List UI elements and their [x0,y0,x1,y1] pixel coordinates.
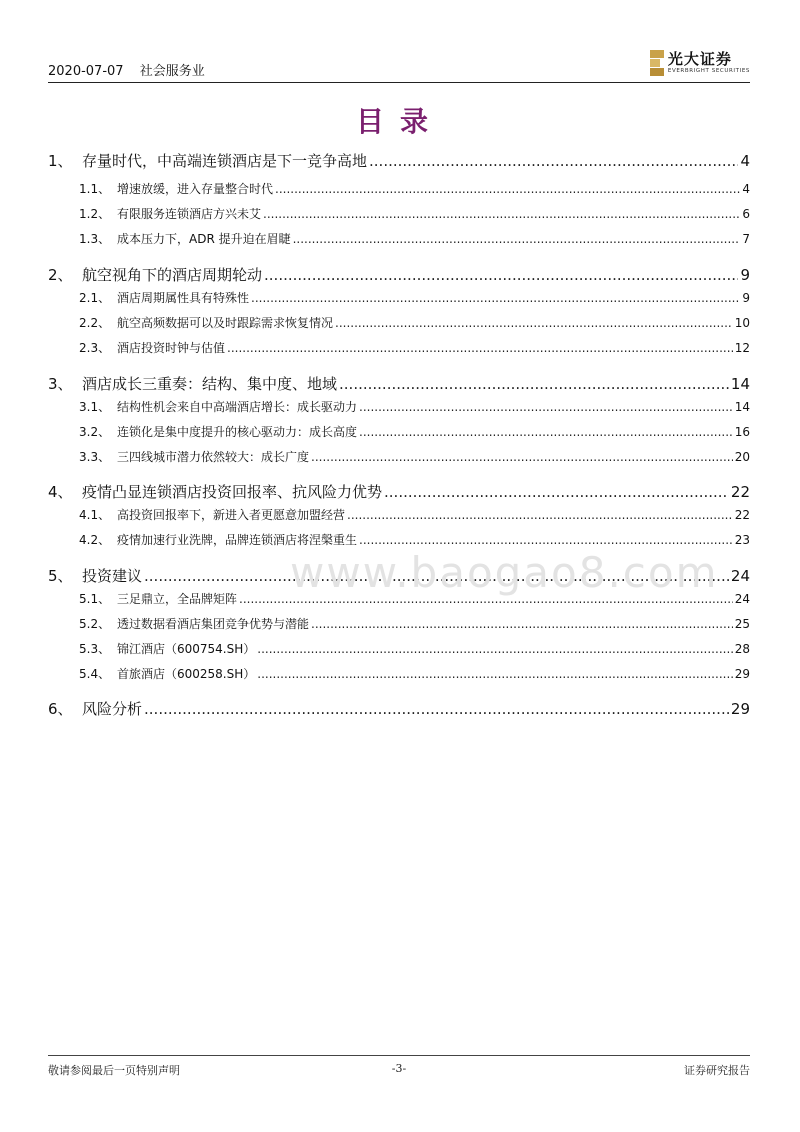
toc-entry[interactable] [48,531,750,548]
toc-entry-page: 9 [740,266,750,284]
toc-entry-page: 22 [734,508,750,522]
toc-entry-page: 29 [730,700,750,718]
header-meta [48,60,205,79]
toc-entry-page: 6 [742,207,750,221]
industry-label: 社会服务业 [139,64,205,79]
toc-dot-leader [257,642,732,656]
toc-dot-leader [384,483,729,501]
footer-report-type: 证券研究报告 [684,1064,750,1077]
toc-entry-title: 三四线城市潜力依然较大：成长广度 [117,450,310,464]
logo-chinese-name: 光大证券 [667,49,732,68]
report-date: 2020-07-07 [48,64,124,79]
toc-entry[interactable] [48,264,750,285]
toc-entry-title: 酒店周期属性具有特殊性 [117,291,250,305]
toc-entry-number: 4、 [48,483,73,501]
toc-entry-title: 酒店成长三重奏：结构、集中度、地域 [82,375,338,393]
toc-entry-number: 1.2、 [79,207,111,221]
toc-entry-page: 22 [730,483,750,501]
toc-entry-number: 5.3、 [79,642,111,656]
toc-dot-leader [239,592,733,606]
toc-entry-title: 航空视角下的酒店周期轮动 [82,266,263,284]
toc-entry-number: 4.1、 [79,508,111,522]
toc-entry-title: 透过数据看酒店集团竞争优势与潜能 [117,617,310,631]
company-logo [650,48,750,78]
toc-entry-number: 5.4、 [79,667,111,681]
toc-entry-page: 16 [734,425,750,439]
toc-entry-title: 连锁化是集中度提升的核心驱动力：成长高度 [117,425,358,439]
footer-page-number: -3- [391,1062,407,1075]
toc-entry-title: 有限服务连锁酒店方兴未艾 [117,207,262,221]
toc-entry[interactable] [48,150,750,171]
page-header [48,49,750,83]
toc-dot-leader [227,341,733,355]
toc-dot-leader [311,617,733,631]
toc-dot-leader [263,207,740,221]
toc-dot-leader [251,291,740,305]
toc-dot-leader [293,232,741,246]
logo-mark-icon [650,50,664,76]
toc-entry[interactable] [48,289,750,306]
toc-entry-page: 4 [740,152,750,170]
toc-dot-leader [359,400,733,414]
toc-entry-number: 5.2、 [79,617,111,631]
toc-entry-page: 10 [734,316,750,330]
toc-entry[interactable] [48,640,750,657]
logo-english-name: EVERBRIGHT SECURITIES [667,67,750,74]
toc-entry-title: 风险分析 [82,700,143,718]
toc-dot-leader [264,266,738,284]
toc-entry-title: 锦江酒店（600754.SH） [117,642,256,656]
toc-entry[interactable] [48,339,750,356]
toc-entry-page: 25 [734,617,750,631]
toc-entry-page: 24 [734,592,750,606]
toc-entry[interactable] [48,615,750,632]
toc-entry-page: 12 [734,341,750,355]
toc-dot-leader [339,375,729,393]
toc-entry-title: 疫情凸显连锁酒店投资回报率、抗风险力优势 [82,483,383,501]
footer-disclaimer: 敬请参阅最后一页特别声明 [48,1064,180,1077]
toc-entry-page: 28 [734,642,750,656]
toc-entry[interactable] [48,373,750,394]
toc-entry-page: 14 [730,375,750,393]
toc-entry[interactable] [48,698,750,719]
toc-entry[interactable] [48,423,750,440]
toc-entry-number: 3、 [48,375,73,393]
toc-dot-leader [347,508,733,522]
toc-entry[interactable] [48,665,750,682]
toc-entry-page: 29 [734,667,750,681]
toc-entry-number: 4.2、 [79,533,111,547]
toc-entry[interactable] [48,565,750,586]
watermark: www.baogao8.com [290,548,719,597]
toc-dot-leader [311,450,733,464]
toc-entry-number: 1.1、 [79,182,111,196]
toc-entry-title: 投资建议 [82,567,143,585]
toc-entry-page: 23 [734,533,750,547]
toc-entry-title: 结构性机会来自中高端酒店增长：成长驱动力 [117,400,358,414]
toc-dot-leader [257,667,732,681]
toc-entry-title: 酒店投资时钟与估值 [117,341,226,355]
toc-entry[interactable] [48,180,750,197]
toc-entry-number: 2.1、 [79,291,111,305]
toc-entry[interactable] [48,448,750,465]
toc-entry-title: 疫情加速行业洗牌，品牌连锁酒店将涅槃重生 [117,533,358,547]
toc-entry-title: 高投资回报率下，新进入者更愿意加盟经营 [117,508,346,522]
toc-entry[interactable] [48,481,750,502]
toc-dot-leader [144,567,729,585]
toc-entry-number: 5.1、 [79,592,111,606]
toc-entry-title: 增速放缓，进入存量整合时代 [117,182,274,196]
toc-entry-page: 4 [742,182,750,196]
toc-entry[interactable] [48,314,750,331]
toc-entry[interactable] [48,590,750,607]
toc-entry[interactable] [48,205,750,222]
toc-entry[interactable] [48,398,750,415]
toc-entry-number: 1.3、 [79,232,111,246]
toc-entry-number: 5、 [48,567,73,585]
toc-entry-number: 6、 [48,700,73,718]
toc-entry-title: 存量时代，中高端连锁酒店是下一竞争高地 [82,152,368,170]
toc-dot-leader [275,182,740,196]
page-footer [48,1055,750,1077]
toc-entry-title: 航空高频数据可以及时跟踪需求恢复情况 [117,316,334,330]
toc-dot-leader [144,700,729,718]
toc-entry-number: 3.3、 [79,450,111,464]
toc-dot-leader [369,152,738,170]
toc-entry-number: 1、 [48,152,73,170]
toc-dot-leader [359,533,733,547]
toc-entry-number: 2、 [48,266,73,284]
toc-entry-number: 2.2、 [79,316,111,330]
toc-entry[interactable] [48,230,750,247]
toc-entry-number: 2.3、 [79,341,111,355]
toc-entry-page: 14 [734,400,750,414]
toc-entry-title: 首旅酒店（600258.SH） [117,667,256,681]
toc-entry-title: 三足鼎立，全品牌矩阵 [117,592,238,606]
page-title: 目录 [355,105,444,138]
toc-entry-page: 20 [734,450,750,464]
toc-entry-page: 7 [742,232,750,246]
toc-entry-number: 3.2、 [79,425,111,439]
toc-entry[interactable] [48,506,750,523]
toc-entry-page: 24 [730,567,750,585]
toc-entry-title: 成本压力下，ADR 提升迫在眉睫 [117,232,291,246]
toc-entry-page: 9 [742,291,750,305]
toc-dot-leader [359,425,733,439]
toc-entry-number: 3.1、 [79,400,111,414]
toc-dot-leader [335,316,733,330]
